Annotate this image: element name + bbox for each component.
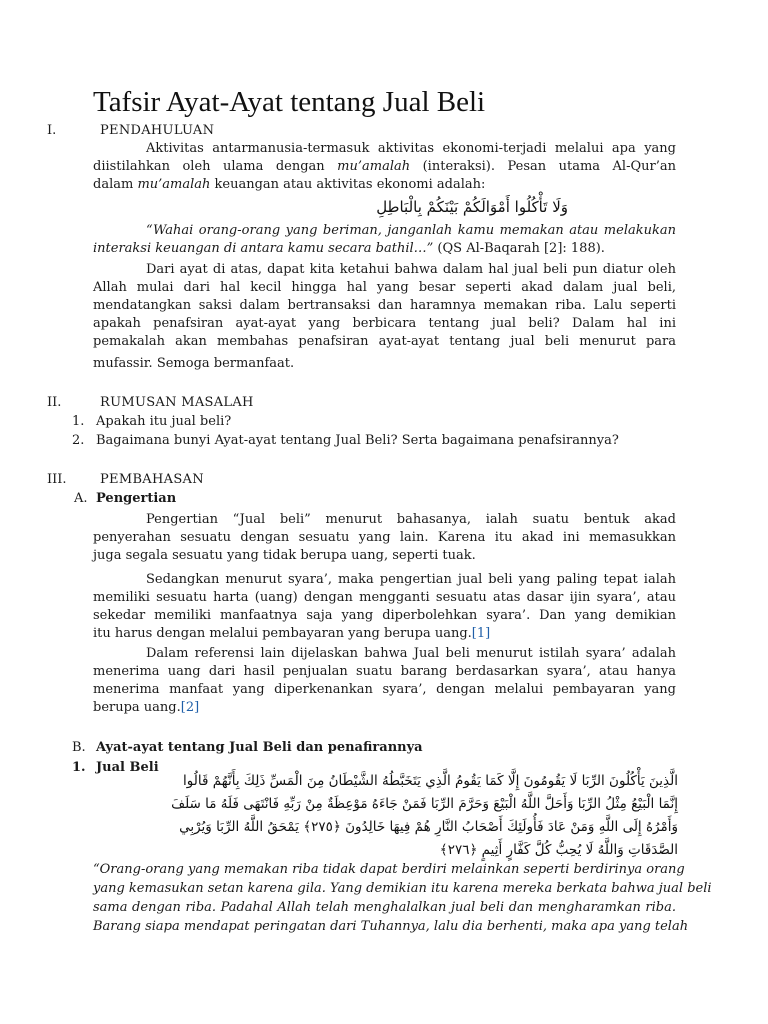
section-2-heading: RUMUSAN MASALAH xyxy=(100,395,254,410)
translation-line: sama dengan riba. Padahal Allah telah menghalalkan jual beli dan mengharamkan riba. xyxy=(93,900,676,915)
paragraph-line: diistilahkan oleh ulama dengan mu’amalah (interaksi). Pesan utama Al-Qur’an xyxy=(93,159,676,174)
list-number: 2. xyxy=(72,433,85,448)
footnote-link-1[interactable]: [1] xyxy=(471,626,491,641)
translation-line: “Orang-orang yang memakan riba tidak dapat berdiri melainkan seperti berdirinya orang xyxy=(93,862,685,877)
arabic-verse-line: الصَّدَقَاتِ وَاللَّهُ لَا يُحِبُّ كُلَّ كَفَّارٍ أَثِيمٍ ﴿٢٧٦﴾ xyxy=(439,842,678,858)
translation-line: Barang siapa mendapat peringatan dari Tuhannya, lalu dia berhenti, maka apa yang telah xyxy=(93,919,689,934)
subsubsection-number: 1. xyxy=(72,760,86,775)
paragraph-line: memiliki sesuatu harta (uang) dengan mengganti sesuatu atas dasar ijin syara’, atau xyxy=(93,590,676,605)
section-3-number: III. xyxy=(47,472,67,487)
section-2-number: II. xyxy=(47,395,62,410)
paragraph-line: pemakalah akan membahas penafsiran ayat-ayat tentang jual beli menurut para xyxy=(93,334,676,349)
quote-line: interaksi keuangan di antara kamu secara bathil…” (QS Al-Baqarah [2]: 188). xyxy=(93,241,605,256)
paragraph-line: Aktivitas antarmanusia-termasuk aktivitas ekonomi-terjadi melalui apa yang xyxy=(146,141,676,156)
paragraph-line: mufassir. Semoga bermanfaat. xyxy=(93,356,295,371)
paragraph-line: berupa uang.[2] xyxy=(93,700,200,715)
paragraph-line: dalam mu’amalah keuangan atau aktivitas ekonomi adalah: xyxy=(93,177,486,192)
arabic-verse-line: الَّذِينَ يَأْكُلُونَ الرِّبَا لَا يَقُومُونَ إِلَّا كَمَا يَقُومُ الَّذِي يَتَخَبَّطُهُ الشَّيْطَانُ مِنَ الْمَسِّ ذَلِكَ بِأَنَّهُمْ قَالُوا xyxy=(183,773,678,789)
document-title: Tafsir Ayat-Ayat tentang Jual Beli xyxy=(93,86,486,118)
paragraph-line: sekedar memiliki manfaatnya saja yang diperbolehkan syara’. Dan yang demikian xyxy=(93,608,676,623)
arabic-verse-line: وَأَمْرُهُ إِلَى اللَّهِ وَمَنْ عَادَ فَأُولَئِكَ أَصْحَابُ النَّارِ هُمْ فِيهَا خَالِدُونَ ﴿٢٧٥﴾ يَمْحَقُ اللَّهُ الرِّبَا وَيُرْبِي xyxy=(179,819,678,835)
subsection-a-number: A. xyxy=(74,491,88,506)
translation-line: yang kemasukan setan karena gila. Yang demikian itu karena mereka berkata bahwa jual beli xyxy=(93,881,712,896)
subsection-a-title: Pengertian xyxy=(96,491,177,506)
paragraph-line: itu harus dengan melalui pembayaran yang berupa uang.[1] xyxy=(93,626,491,641)
paragraph-line: apakah penafsiran ayat-ayat yang berbicara tentang jual beli? Dalam hal ini xyxy=(93,316,676,331)
subsection-b-number: B. xyxy=(72,740,86,755)
section-1-heading: PENDAHULUAN xyxy=(100,123,215,138)
subsection-b-title: Ayat-ayat tentang Jual Beli dan penafirannya xyxy=(96,740,423,755)
footnote-link-2[interactable]: [2] xyxy=(180,700,200,715)
section-1-number: I. xyxy=(47,123,57,138)
paragraph-line: penyerahan sesuatu dengan sesuatu yang lain. Karena itu akad ini memasukkan xyxy=(93,530,676,545)
paragraph-line: menerima uang dari hasil penjualan suatu barang berdasarkan syara’, atau hanya xyxy=(93,664,676,679)
paragraph-line: Dari ayat di atas, dapat kita ketahui bahwa dalam hal jual beli pun diatur oleh xyxy=(146,262,676,277)
arabic-verse-line: إِنَّمَا الْبَيْعُ مِثْلُ الرِّبَا وَأَحَلَّ اللَّهُ الْبَيْعَ وَحَرَّمَ الرِّبَا فَمَنْ جَاءَهُ مَوْعِظَةٌ مِنْ رَبِّهِ فَانْتَهَى فَلَهُ مَا سَلَفَ xyxy=(171,796,678,812)
paragraph-line: Dalam referensi lain dijelaskan bahwa Jual beli menurut istilah syara’ adalah xyxy=(146,646,676,661)
list-text: Apakah itu jual beli? xyxy=(96,414,232,429)
list-text: Bagaimana bunyi Ayat-ayat tentang Jual Beli? Serta bagaimana penafsirannya? xyxy=(96,433,619,448)
quote-line: “Wahai orang-orang yang beriman, janganlah kamu memakan atau melakukan xyxy=(146,223,676,238)
paragraph-line: Sedangkan menurut syara’, maka pengertian jual beli yang paling tepat ialah xyxy=(146,572,676,587)
paragraph-line: Allah mulai dari hal kecil hingga hal yang besar seperti akad dalam jual beli, xyxy=(93,280,676,295)
paragraph-line: menerima manfaat yang diperkenankan syara’, dengan melalui pembayaran yang xyxy=(93,682,676,697)
arabic-verse: وَلَا تَأْكُلُوا أَمْوَالَكُمْ بَيْنَكُمْ بِالْبَاطِلِ xyxy=(376,198,568,216)
section-3-heading: PEMBAHASAN xyxy=(100,472,204,487)
list-number: 1. xyxy=(72,414,85,429)
subsubsection-title: Jual Beli xyxy=(96,760,159,775)
paragraph-line: mendatangkan saksi dalam bertransaksi dan haramnya memakan riba. Lalu seperti xyxy=(93,298,676,313)
paragraph-line: Pengertian “Jual beli” menurut bahasanya, ialah suatu bentuk akad xyxy=(146,512,676,527)
paragraph-line: juga segala sesuatu yang tidak berupa uang, seperti tuak. xyxy=(93,548,476,563)
